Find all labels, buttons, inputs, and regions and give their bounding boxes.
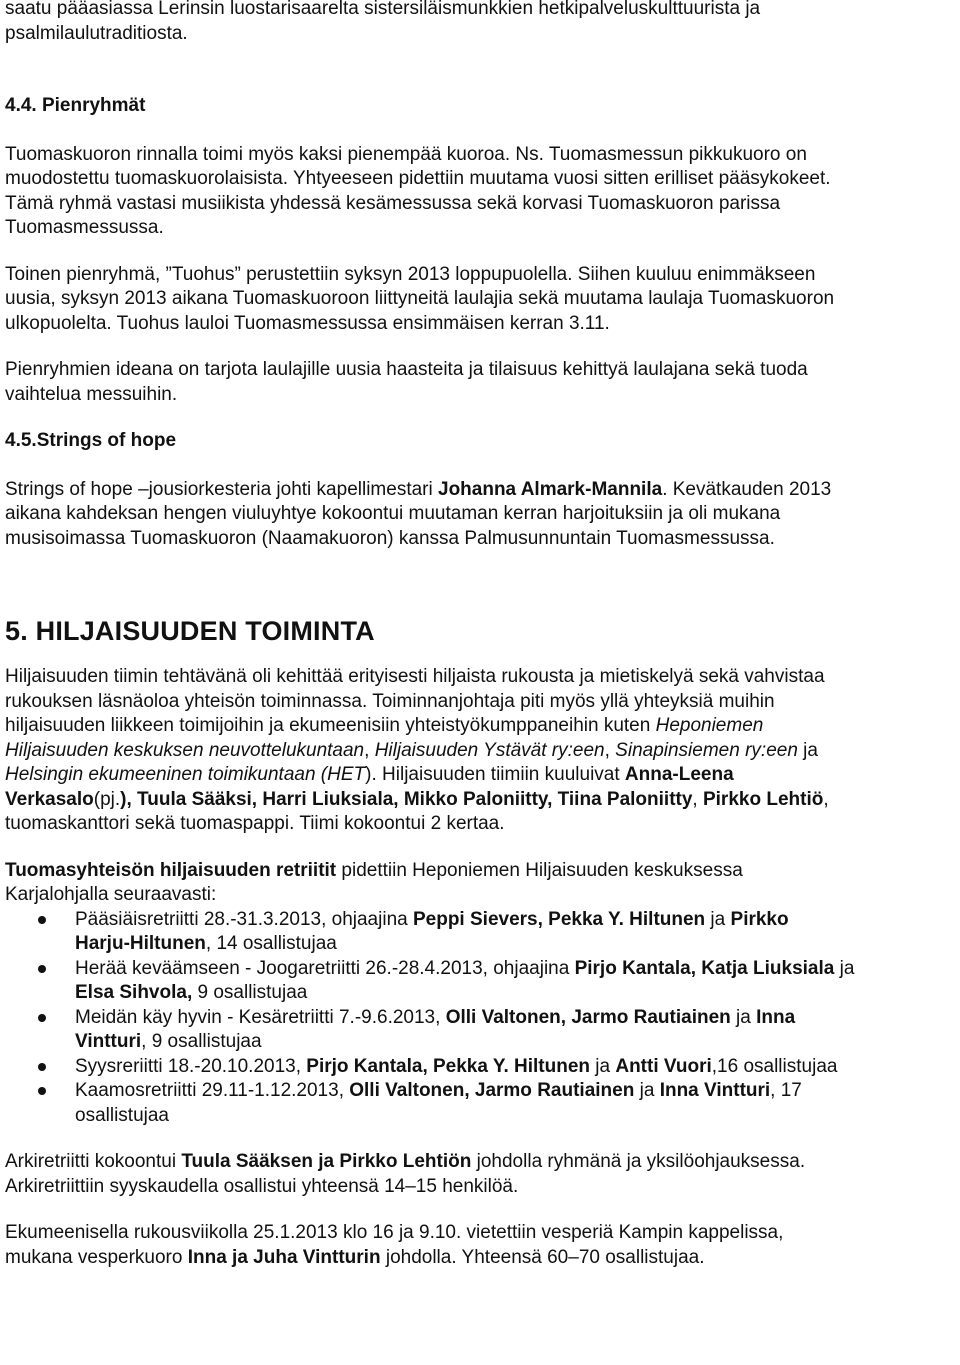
chapter-heading-5: 5. HILJAISUUDEN TOIMINTA xyxy=(5,616,375,646)
text-span: ja xyxy=(590,1055,616,1077)
text-span: mukana vesperkuoro xyxy=(5,1246,188,1268)
text-line: muodostettu tuomaskuorolaisista. Yhtyeeseen pidettiin muutama vuosi sitten erilliset pääsykokeet. xyxy=(5,168,831,189)
list-item xyxy=(5,1079,955,1128)
leader-names: Vintturi xyxy=(75,1031,142,1052)
bullet-icon xyxy=(38,1014,46,1022)
bullet-icon xyxy=(38,1087,46,1095)
bullet-icon xyxy=(38,965,46,973)
text-span: johdolla. Yhteensä 60–70 osallistujaa. xyxy=(380,1246,705,1268)
text-line: musisoimassa Tuomaskuoron (Naamakuoron) kanssa Palmusunnuntain Tuomasmessussa. xyxy=(5,527,775,549)
text-span: Strings of hope –jousiorkesteria johti kapellimestari xyxy=(5,478,438,500)
text-span: , 17 xyxy=(770,1080,802,1101)
text-line: Karjalohjalla seuraavasti: xyxy=(5,884,217,905)
leader-names: Pirkko xyxy=(730,908,789,930)
text-span: ). Hiljaisuuden tiimiin kuuluivat xyxy=(365,764,625,785)
text-span: johdolla ryhmänä ja yksilöohjauksessa. xyxy=(471,1151,806,1172)
organization-name: Hiljaisuuden keskuksen neuvottelukuntaan xyxy=(5,739,365,761)
leader-names: Peppi Sievers, Pekka Y. Hiltunen xyxy=(412,908,706,930)
text-span: ja xyxy=(634,1080,660,1101)
text-span: Herää keväämseen - Joogaretriitti 26.-28.4.2013, ohjaajina xyxy=(75,957,575,979)
text-line: Tämä ryhmä vastasi musiikista yhdessä kesämessussa sekä korvasi Tuomaskuoron parissa xyxy=(5,192,781,214)
text-line: osallistujaa xyxy=(75,1104,169,1126)
text-line: uusia, syksyn 2013 aikana Tuomaskuoroon liittyneitä laulajia sekä muutama laulaja Tuomaskuoron xyxy=(5,288,835,309)
document-page xyxy=(5,0,955,1270)
text-span: Pääsiäisretriitti 28.-31.3.2013, ohjaajina xyxy=(75,908,413,930)
leader-names: Antti Vuori xyxy=(615,1055,712,1077)
text-line: Arkiretriittiin syyskaudella osallistui yhteensä 14–15 henkilöä. xyxy=(5,1175,519,1197)
text-span: 9 osallistujaa xyxy=(192,982,308,1003)
list-item xyxy=(5,957,955,1006)
list-item xyxy=(5,1055,955,1080)
leader-names: Harju-Hiltunen xyxy=(75,933,206,954)
text-span: ja xyxy=(834,957,855,979)
leader-names: Inna Vintturi xyxy=(659,1080,771,1101)
retriitit-paragraph xyxy=(5,859,955,908)
leader-names: Tuula Sääksen ja Pirkko Lehtiön xyxy=(181,1151,472,1172)
hiljaisuus-paragraph xyxy=(5,665,955,837)
text-line: rukouksen läsnäoloa yhteisön toiminnassa. Toiminnanjohtaja piti myös yllä yhteyksiä muihin xyxy=(5,690,775,712)
ekumeeninen-paragraph xyxy=(5,1221,955,1270)
text-span: , xyxy=(364,739,375,761)
text-span: . Kevätkauden 2013 xyxy=(662,478,832,500)
leader-names: Inna ja Juha Vintturin xyxy=(187,1246,381,1268)
text-span: Syysreriitti 18.-20.10.2013, xyxy=(75,1055,307,1077)
strings-paragraph xyxy=(5,478,955,552)
intro-paragraph xyxy=(5,0,865,46)
section-heading-4-5: 4.5.Strings of hope xyxy=(5,430,177,451)
conductor-name: Johanna Almark-Mannila xyxy=(438,478,663,500)
organization-name: Heponiemen xyxy=(655,715,764,736)
pienryhmat-paragraph-2 xyxy=(5,263,955,337)
leader-names: Elsa Sihvola, xyxy=(75,982,193,1003)
organization-name: Hiljaisuuden Ystävät ry:een xyxy=(374,739,605,761)
leader-names: Pirjo Kantala, Pekka Y. Hiltunen xyxy=(306,1055,590,1077)
organization-name: Helsingin ekumeeninen toimikuntaan (HET xyxy=(5,764,366,785)
list-item xyxy=(5,1006,955,1055)
text-line: Tuomaskuoron rinnalla toimi myös kaksi pienempää kuoroa. Ns. Tuomasmessun pikkukuoro on xyxy=(5,143,807,165)
list-item xyxy=(5,908,955,957)
text-line: Toinen pienryhmä, ”Tuohus” perustettiin syksyn 2013 loppupuolella. Siihen kuuluu enimmäkseen xyxy=(5,263,816,285)
text-span: ja xyxy=(730,1006,757,1028)
text-span: , xyxy=(692,788,703,810)
text-span: pidettiin Heponiemen Hiljaisuuden keskuksessa xyxy=(336,859,743,881)
text-line: Ekumeenisella rukousviikolla 25.1.2013 klo 16 ja 9.10. vietettiin vesperiä Kampin kappelissa, xyxy=(5,1222,784,1243)
text-span: ja xyxy=(797,739,818,761)
text-span: ,16 osallistujaa xyxy=(711,1055,838,1077)
text-span: Kaamosretriitti 29.11-1.12.2013, xyxy=(75,1080,350,1101)
arkiretriitti-paragraph xyxy=(5,1150,955,1199)
pienryhmat-paragraph-3 xyxy=(5,358,955,407)
text-span: Arkiretriitti kokoontui xyxy=(5,1151,182,1172)
pienryhmat-paragraph-1 xyxy=(5,143,955,241)
text-line: ulkopuolelta. Tuohus lauloi Tuomasmessussa ensimmäisen kerran 3.11. xyxy=(5,312,610,334)
bullet-icon xyxy=(38,916,46,924)
member-name: Pirkko Lehtiö xyxy=(702,788,824,810)
bullet-icon xyxy=(38,1063,46,1071)
text-span: , xyxy=(604,739,616,761)
leader-names: Olli Valtonen, Jarmo Rautiainen xyxy=(349,1080,635,1101)
text-span: hiljaisuuden liikkeen toimijoihin ja ekumeenisiin yhteistyökumppaneihin kuten xyxy=(5,715,656,736)
text-span: , 14 osallistujaa xyxy=(205,933,337,954)
text-span: ja xyxy=(705,908,731,930)
leader-names: Pirjo Kantala, Katja Liuksiala xyxy=(574,957,835,979)
text-line: aikana kahdeksan hengen viuluyhtye kokoontui muutaman kerran harjoituksiin ja oli mukana xyxy=(5,503,781,524)
text-line: tuomaskanttori sekä tuomaspappi. Tiimi kokoontui 2 kertaa. xyxy=(5,813,505,834)
text-line: Tuomasmessussa. xyxy=(5,217,164,238)
text-span: , 9 osallistujaa xyxy=(141,1031,262,1052)
text-line: vaihtelua messuihin. xyxy=(5,383,178,405)
intro-text: saatu pääasiassa Lerinsin luostarisaarelta sistersiläismunkkien hetkipalveluskulttuurista ja psalmilaulutraditiosta. xyxy=(5,0,761,44)
organization-name: Sinapinsiemen ry:een xyxy=(615,739,798,761)
retreat-list xyxy=(5,908,955,1129)
retreats-title: Tuomasyhteisön hiljaisuuden retriitit xyxy=(5,859,337,881)
text-line: Pienryhmien ideana on tarjota laulajille uusia haasteita ja tilaisuus kehittyä laulajana sekä tuoda xyxy=(5,359,808,380)
member-name: Verkasalo xyxy=(5,788,94,810)
text-span: , xyxy=(823,788,829,810)
text-line: Hiljaisuuden tiimin tehtävänä oli kehittää erityisesti hiljaista rukousta ja mietiskelyä sekä vahvistaa xyxy=(5,666,825,687)
member-name: Anna-Leena xyxy=(624,764,734,785)
section-heading-4-4: 4.4. Pienryhmät xyxy=(5,95,146,116)
member-names: ), Tuula Sääksi, Harri Liuksiala, Mikko Paloniitty, Tiina Paloniitty xyxy=(120,788,693,810)
text-span: Meidän käy hyvin - Kesäretriitti 7.-9.6.2013, xyxy=(75,1006,446,1028)
text-span: (pj. xyxy=(93,788,121,810)
leader-names: Olli Valtonen, Jarmo Rautiainen xyxy=(445,1006,731,1028)
leader-names: Inna xyxy=(756,1006,796,1028)
